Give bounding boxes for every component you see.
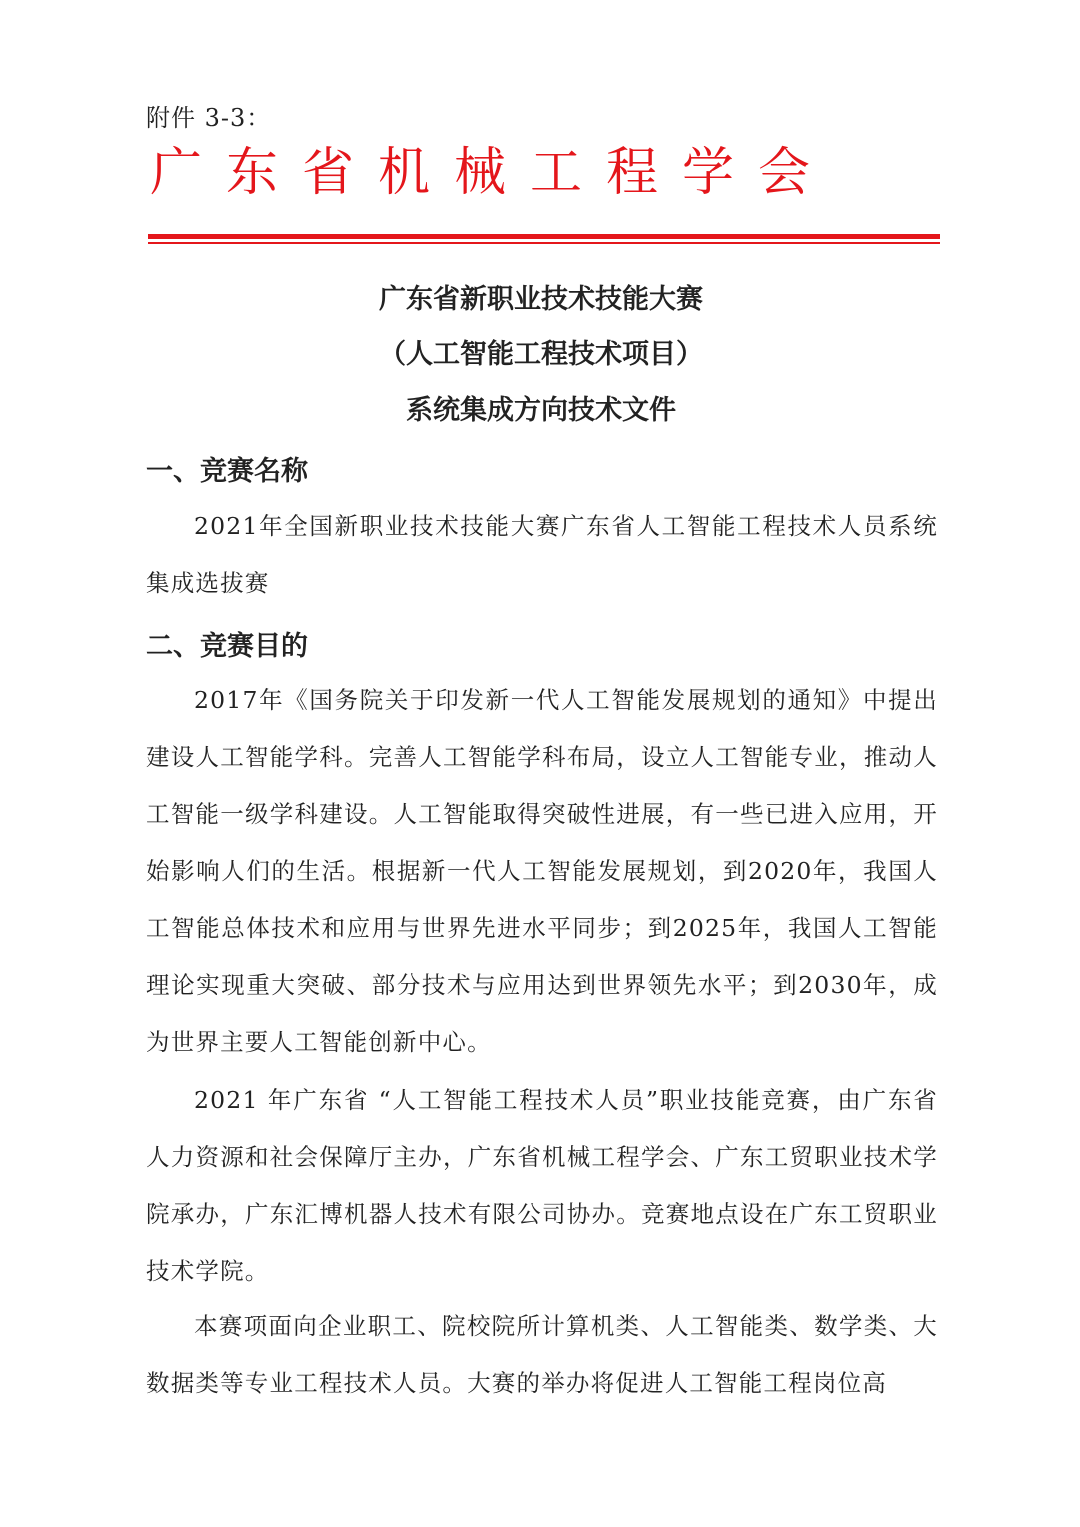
paragraph-competition-name: 2021年全国新职业技术技能大赛广东省人工智能工程技术人员系统集成选拔赛	[146, 512, 938, 597]
attachment-label: 附件 3-3：	[146, 104, 272, 132]
section-heading-competition-name: 一、竞赛名称	[146, 456, 308, 487]
document-title-line-1: 广东省新职业技术技能大赛	[379, 284, 703, 315]
paragraph-purpose-1: 2017年《国务院关于印发新一代人工智能发展规划的通知》中提出建设人工智能学科。完善人工智能学科布局，设立人工智能专业，推动人工智能一级学科建设。人工智能取得突破性进展，有一些已进入应用，开始影响人们的生活。根据新一代人工智能发展规划，到2020年，我国人工智能总体技术和应用与世界先进水平同步；到2025年，我国人工智能理论实现重大突破、部分技术与应用达到世界领先水平；到2030年，成为世界主要人工智能创新中心。	[146, 686, 938, 1056]
section-heading-competition-purpose: 二、竞赛目的	[146, 631, 308, 662]
letterhead-rule-thick	[148, 234, 940, 239]
paragraph-purpose-3: 本赛项面向企业职工、院校院所计算机类、人工智能类、数学类、大数据类等专业工程技术人员。大赛的举办将促进人工智能工程岗位高	[146, 1312, 938, 1397]
document-title-line-3: 系统集成方向技术文件	[406, 395, 676, 426]
document-title-line-2: （人工智能工程技术项目）	[379, 339, 703, 370]
letterhead-rule-thin	[148, 242, 940, 244]
paragraph-purpose-2: 2021 年广东省 “人工智能工程技术人员”职业技能竞赛，由广东省人力资源和社会保障厅主办，广东省机械工程学会、广东工贸职业技术学院承办，广东汇博机器人技术有限公司协办。竞赛地点设在广东工贸职业技术学院。	[146, 1086, 938, 1285]
organization-letterhead: 广东省机械工程学会	[150, 143, 835, 203]
